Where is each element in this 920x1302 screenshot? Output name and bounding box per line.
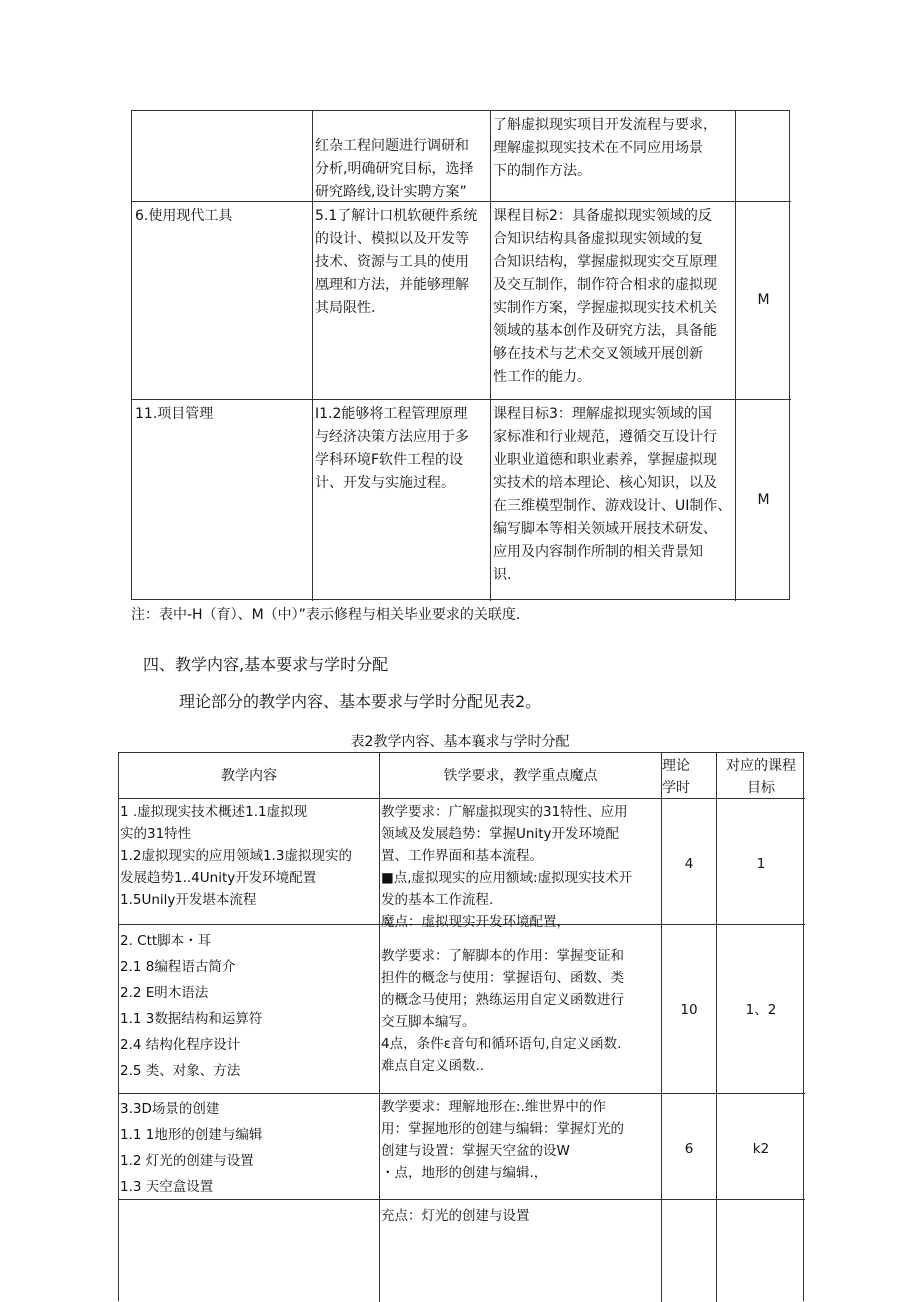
row2-requirements: 教学要求：了解脚本的作用：掌握变证和 担件的概念与使用：掌握语句、函数、类 的概念马使用；熟练运用自定义函数进行 交互脚本编写。 4点，条件ε音句和循环语句,自定义函数. 难点自定义函数.. bbox=[381, 948, 624, 1074]
row1-goals: 1 bbox=[756, 856, 766, 872]
section-heading: 四、教学内容,基本要求与学时分配 bbox=[143, 655, 389, 674]
table1-row1-course-goal: 了斛虚拟现实项目开发流程与要求， 理解虚拟现实技术在不同应用场景 下的制作方法。 bbox=[493, 117, 717, 179]
intro-paragraph: 理论部分的教学内容、基本要求与学时分配见表2。 bbox=[179, 692, 542, 711]
table1-row2-indicator: 5.1了解计口机软硬件系统 的设计、模拟以及开发等 技术、资源与工具的使用 凰理和方法，并能够理解 其局限性. bbox=[315, 208, 478, 316]
table1-row2-course-goal: 课程目标2：具备虚拟现实领域的反 合知识结构具备虚拟现实领域的复 合知识结构，掌握虚拟现实交互原理 及交互制作，制作符合相求的虚拟现 实制作方案，学握虚拟现实技术机关 领域的基本创作及研究方法，具备能 够在技术与艺术交叉领域开展创新 性工作的能力。 bbox=[493, 208, 717, 385]
header-content: 教学内容 bbox=[221, 768, 277, 784]
row2-hours: 10 bbox=[680, 1002, 698, 1018]
table1-row3-indicator: I1.2能够将工程管理原理 与经济决策方法应用于多 学科环境F软件工程的设 计、开发与实施过程。 bbox=[315, 406, 469, 491]
header-requirements: 铁学要求，教学重点魔点 bbox=[443, 768, 598, 784]
row3-content: 3.3D场景的创建 1.1 1地形的创建与编辑 1.2 灯光的创建与设置 1.3 天空盒设置 bbox=[120, 1101, 263, 1195]
table1-row3-requirement: 11.项目管理 bbox=[135, 406, 214, 422]
row3-hours: 6 bbox=[684, 1141, 694, 1157]
row2-content: 2. Ctt脚本・耳 2.1 8编程语古简介 2.2 E明木语法 1.1 3数据结构和运算符 2.4 结构化程序设计 2.5 类、对象、方法 bbox=[120, 933, 263, 1079]
table1-row3-course-goal: 课程目标3：理解虚拟现实领域的国 家标准和行业规范，遵循交互设计行 业职业道德和职业素养，掌握虚拟现 实技术的培本理论、核心知识，以及 在三维模型制作、游戏设计、UI制作、 编写脚本等相关领域开展技术研发、 应用及内容制作所制的相关背景知 识. bbox=[493, 406, 732, 583]
table2-caption: 表2教学内容、基本襄求与学时分配 bbox=[350, 734, 570, 750]
table1-row2-requirement: 6.使用现代工具 bbox=[135, 208, 233, 224]
row2-goals: 1、2 bbox=[745, 1002, 777, 1018]
table1-row1-indicator: 红杂工程问题进行调研和 分析,明确研究目标，选择 研究路线,设计实聘方案” bbox=[315, 138, 474, 200]
table1-note: 注：表中-H（育）、M（中）”表示修程与相关毕业要求的关联度. bbox=[131, 607, 521, 623]
row4-requirements: 充点：灯光的创建与设置 bbox=[381, 1208, 530, 1224]
row1-requirements: 教学要求：广解虚拟现实的31特性、应用 领域及发展趋势：掌握Unity开发环境配 置、工作界面和基本流程。 ■点,虚拟现实的应用额域:虚拟现实技术开 发的基本工作流程. 魔点：虚拟现实开发环境配置， bbox=[381, 804, 633, 930]
header-hours: 理论 学时 bbox=[662, 758, 690, 796]
curriculum-goals-table bbox=[131, 110, 790, 600]
row3-goals: k2 bbox=[752, 1141, 770, 1157]
row3-requirements: 教学要求：理解地形在:.维世界中的作 用：掌握地形的创建与编辑：掌握灯光的 创建与设置：掌握天空盆的设W ・点，地形的创建与编辑.， bbox=[381, 1099, 624, 1181]
table1-row3-relevance: M bbox=[757, 492, 770, 508]
row1-content: 1 .虚拟现实技术概述1.1虚拟现 实的31特性 1.2虚拟现实的应用领域1.3虚拟现实的 发展趋势1..4Unity开发环境配置 1.5Unily开发堪本流程 bbox=[120, 804, 352, 908]
header-goals: 对应的课程 目标 bbox=[726, 758, 796, 796]
row1-hours: 4 bbox=[684, 856, 694, 872]
table1-row2-relevance: M bbox=[757, 292, 770, 308]
teaching-content-table bbox=[118, 752, 804, 1301]
